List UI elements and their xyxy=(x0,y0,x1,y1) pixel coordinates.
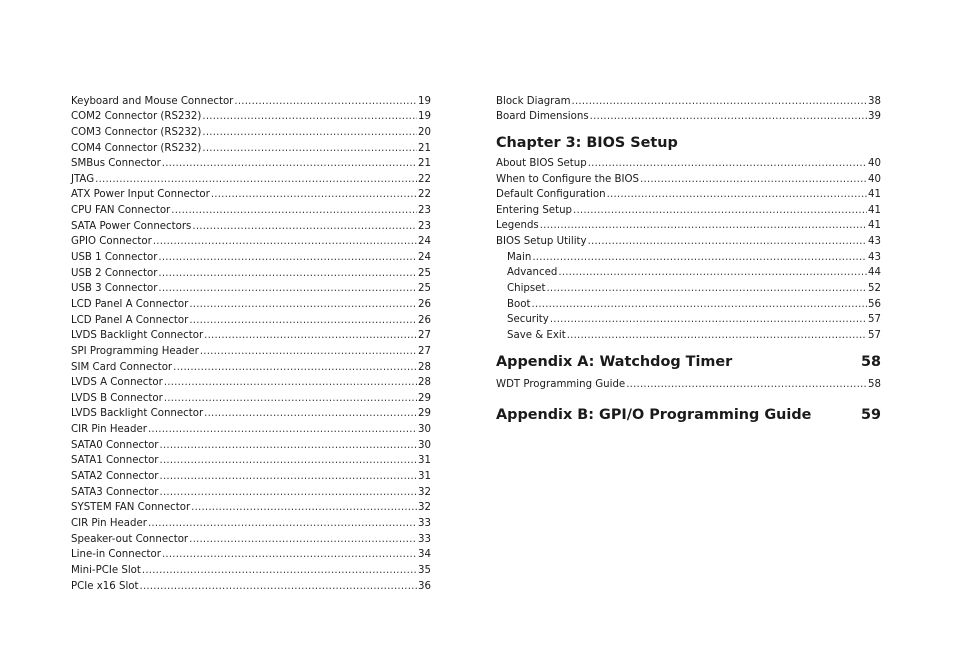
toc-entry[interactable] xyxy=(71,280,431,296)
toc-entry-title: Main xyxy=(507,251,532,263)
toc-entry-page: 22 xyxy=(418,189,431,201)
toc-entry[interactable] xyxy=(496,92,881,108)
toc-right-column xyxy=(496,92,881,424)
toc-entry-page: 40 xyxy=(868,173,881,185)
appendix-b-heading[interactable] xyxy=(496,406,881,424)
toc-entry[interactable] xyxy=(71,405,431,421)
toc-entry-page: 20 xyxy=(418,126,431,138)
toc-entry-title: SATA1 Connector xyxy=(71,455,159,467)
toc-entry-title: Block Diagram xyxy=(496,95,571,107)
toc-entry[interactable] xyxy=(496,295,881,311)
toc-entry-page: 41 xyxy=(868,189,881,201)
toc-entry-title: COM3 Connector (RS232) xyxy=(71,126,202,138)
toc-entry[interactable] xyxy=(71,186,431,202)
toc-entry-page: 36 xyxy=(418,580,431,592)
toc-entry[interactable] xyxy=(496,311,881,327)
toc-entry-page: 24 xyxy=(418,252,431,264)
dot-leader xyxy=(189,314,417,327)
toc-entry-title: COM2 Connector (RS232) xyxy=(71,111,202,123)
toc-entry-page: 34 xyxy=(418,549,431,561)
toc-entry[interactable] xyxy=(71,483,431,499)
toc-entry-page: 25 xyxy=(418,267,431,279)
dot-leader xyxy=(202,110,417,123)
toc-entry-title: USB 3 Connector xyxy=(71,283,158,295)
toc-entry-title: LVDS B Connector xyxy=(71,392,163,404)
toc-entry-title: Chipset xyxy=(507,283,546,295)
toc-entry-title: About BIOS Setup xyxy=(496,157,587,169)
toc-entry-page: 33 xyxy=(418,533,431,545)
toc-entry[interactable] xyxy=(71,420,431,436)
toc-entry-title: LCD Panel A Connector xyxy=(71,314,189,326)
dot-leader xyxy=(531,298,867,311)
toc-entry[interactable] xyxy=(71,264,431,280)
appendix-a-page: 58 xyxy=(860,353,881,370)
toc-entry-page: 32 xyxy=(418,486,431,498)
dot-leader xyxy=(204,329,417,342)
toc-entry[interactable] xyxy=(71,155,431,171)
toc-entry[interactable] xyxy=(71,217,431,233)
dot-leader xyxy=(189,298,417,311)
dot-leader xyxy=(234,95,417,108)
toc-entry-title: CIR Pin Header xyxy=(71,424,147,436)
toc-entry-title: USB 1 Connector xyxy=(71,252,158,264)
toc-entry[interactable] xyxy=(496,170,881,186)
dot-leader xyxy=(95,173,417,186)
toc-entry-title: CPU FAN Connector xyxy=(71,205,171,217)
toc-entry-title: LVDS A Connector xyxy=(71,377,163,389)
toc-entry[interactable] xyxy=(496,217,881,233)
toc-entry-page: 25 xyxy=(418,283,431,295)
toc-entry-title: Line-in Connector xyxy=(71,549,161,561)
toc-entry-page: 56 xyxy=(868,298,881,310)
toc-entry-title: Security xyxy=(507,314,549,326)
toc-entry[interactable] xyxy=(71,577,431,593)
toc-entry-title: WDT Programming Guide xyxy=(496,378,626,390)
dot-leader xyxy=(607,188,867,201)
dot-leader xyxy=(573,204,867,217)
appendix-b-page: 59 xyxy=(860,406,881,423)
dot-leader xyxy=(590,110,867,123)
toc-entry-title: LCD Panel A Connector xyxy=(71,298,189,310)
toc-entry-title: GPIO Connector xyxy=(71,236,152,248)
toc-entry-page: 23 xyxy=(418,205,431,217)
dot-leader xyxy=(158,267,417,280)
appendix-b-title: Appendix B: GPI/O Programming Guide xyxy=(496,406,812,423)
toc-entry-page: 21 xyxy=(418,158,431,170)
toc-entry[interactable] xyxy=(71,108,431,124)
toc-entry[interactable] xyxy=(71,374,431,390)
toc-entry-page: 57 xyxy=(868,314,881,326)
toc-entry-page: 38 xyxy=(868,95,881,107)
dot-leader xyxy=(148,423,417,436)
toc-entry-page: 30 xyxy=(418,439,431,451)
toc-entry-page: 21 xyxy=(418,142,431,154)
dot-leader xyxy=(640,173,867,186)
toc-entry[interactable] xyxy=(71,233,431,249)
toc-entry[interactable] xyxy=(71,467,431,483)
dot-leader xyxy=(160,454,418,467)
toc-entry-page: 33 xyxy=(418,517,431,529)
dot-leader xyxy=(202,126,417,139)
dot-leader xyxy=(162,157,417,170)
toc-entry-page: 57 xyxy=(868,329,881,341)
toc-entry-page: 27 xyxy=(418,345,431,357)
dot-leader xyxy=(211,188,417,201)
dot-leader xyxy=(626,378,867,391)
toc-entry[interactable] xyxy=(71,327,431,343)
toc-entry-title: Legends xyxy=(496,220,539,232)
dot-leader xyxy=(532,251,867,264)
toc-entry-page: 26 xyxy=(418,314,431,326)
dot-leader xyxy=(173,361,417,374)
toc-entry-page: 29 xyxy=(418,408,431,420)
toc-entry-page: 40 xyxy=(868,157,881,169)
toc-entry[interactable] xyxy=(71,170,431,186)
dot-leader xyxy=(153,235,417,248)
toc-entry-page: 19 xyxy=(418,111,431,123)
toc-entry-title: SIM Card Connector xyxy=(71,361,173,373)
toc-entry-page: 43 xyxy=(868,251,881,263)
toc-entry-page: 28 xyxy=(418,377,431,389)
toc-entry-title: SMBus Connector xyxy=(71,158,161,170)
toc-entry-title: Advanced xyxy=(507,267,558,279)
toc-entry[interactable] xyxy=(71,389,431,405)
dot-leader xyxy=(148,517,417,530)
toc-entry-page: 31 xyxy=(418,455,431,467)
dot-leader xyxy=(191,501,417,514)
toc-entry[interactable] xyxy=(71,514,431,530)
dot-leader xyxy=(550,313,867,326)
toc-entry[interactable] xyxy=(71,123,431,139)
toc-entry-page: 35 xyxy=(418,564,431,576)
chapter-3-entries xyxy=(496,154,881,342)
toc-entry-page: 43 xyxy=(868,236,881,248)
dot-leader xyxy=(567,329,867,342)
chapter-3-title: Chapter 3: BIOS Setup xyxy=(496,135,678,152)
dot-leader xyxy=(171,204,417,217)
toc-entry-title: SATA3 Connector xyxy=(71,486,159,498)
toc-entry[interactable] xyxy=(71,295,431,311)
toc-entry[interactable] xyxy=(496,248,881,264)
dot-leader xyxy=(189,533,417,546)
chapter-3-heading[interactable] xyxy=(496,134,881,152)
toc-entry[interactable] xyxy=(496,279,881,295)
toc-entry[interactable] xyxy=(71,499,431,515)
dot-leader xyxy=(158,282,417,295)
dot-leader xyxy=(142,564,417,577)
toc-entry-title: PCIe x16 Slot xyxy=(71,580,139,592)
dot-leader xyxy=(192,220,417,233)
appendix-a-heading[interactable] xyxy=(496,353,881,371)
toc-entry-page: 27 xyxy=(418,330,431,342)
dot-leader xyxy=(558,266,867,279)
toc-entry-title: SATA0 Connector xyxy=(71,439,159,451)
toc-entry-page: 44 xyxy=(868,267,881,279)
toc-entry-title: ATX Power Input Connector xyxy=(71,189,210,201)
toc-entry-title: CIR Pin Header xyxy=(71,517,147,529)
dot-leader xyxy=(160,470,418,483)
toc-entry[interactable] xyxy=(496,264,881,280)
dot-leader xyxy=(204,407,417,420)
toc-entry[interactable] xyxy=(71,452,431,468)
toc-entry[interactable] xyxy=(496,108,881,124)
toc-entry-page: 39 xyxy=(868,111,881,123)
appendix-a-title: Appendix A: Watchdog Timer xyxy=(496,353,733,370)
toc-entry-title: LVDS Backlight Connector xyxy=(71,330,204,342)
toc-entry-page: 29 xyxy=(418,392,431,404)
toc-entry-title: Boot xyxy=(507,298,531,310)
toc-entry[interactable] xyxy=(496,232,881,248)
toc-entry-title: Save & Exit xyxy=(507,329,566,341)
dot-leader xyxy=(160,439,418,452)
toc-entry-title: SATA2 Connector xyxy=(71,471,159,483)
toc-entry-title: BIOS Setup Utility xyxy=(496,236,587,248)
toc-entry[interactable] xyxy=(71,311,431,327)
toc-entry-page: 32 xyxy=(418,502,431,514)
dot-leader xyxy=(540,219,867,232)
toc-entry-page: 41 xyxy=(868,204,881,216)
toc-entry[interactable] xyxy=(71,358,431,374)
toc-entry-title: LVDS Backlight Connector xyxy=(71,408,204,420)
dot-leader xyxy=(202,142,417,155)
toc-entry-title: Board Dimensions xyxy=(496,111,589,123)
toc-entry[interactable] xyxy=(71,561,431,577)
toc-entry-page: 30 xyxy=(418,424,431,436)
toc-entry[interactable] xyxy=(71,546,431,562)
toc-section-hardware-continued xyxy=(496,92,881,123)
toc-entry[interactable] xyxy=(71,436,431,452)
toc-entry-page: 52 xyxy=(868,283,881,295)
toc-entry-title: When to Configure the BIOS xyxy=(496,173,640,185)
appendix-a-entries xyxy=(496,375,881,391)
dot-leader xyxy=(162,548,417,561)
dot-leader xyxy=(164,392,417,405)
toc-entry[interactable] xyxy=(496,326,881,342)
toc-entry-page: 24 xyxy=(418,236,431,248)
toc-entry-title: SYSTEM FAN Connector xyxy=(71,502,191,514)
toc-entry-page: 31 xyxy=(418,471,431,483)
dot-leader xyxy=(572,95,868,108)
toc-entry[interactable] xyxy=(496,154,881,170)
toc-entry[interactable] xyxy=(71,342,431,358)
dot-leader xyxy=(160,486,418,499)
toc-entry-page: 41 xyxy=(868,220,881,232)
toc-entry-title: COM4 Connector (RS232) xyxy=(71,142,202,154)
toc-entry-page: 19 xyxy=(418,95,431,107)
toc-entry[interactable] xyxy=(71,92,431,108)
toc-entry[interactable] xyxy=(496,375,881,391)
toc-entry-title: SATA Power Connectors xyxy=(71,220,192,232)
toc-entry[interactable] xyxy=(71,139,431,155)
toc-entry[interactable] xyxy=(71,201,431,217)
toc-entry-title: SPI Programming Header xyxy=(71,345,199,357)
dot-leader xyxy=(200,345,417,358)
toc-entry-title: Speaker-out Connector xyxy=(71,533,189,545)
toc-left-column xyxy=(71,92,431,593)
toc-entry-title: Default Configuration xyxy=(496,189,606,201)
dot-leader xyxy=(588,157,867,170)
toc-entry-page: 23 xyxy=(418,220,431,232)
toc-entry[interactable] xyxy=(71,248,431,264)
toc-entry[interactable] xyxy=(496,201,881,217)
dot-leader xyxy=(588,235,867,248)
dot-leader xyxy=(546,282,867,295)
toc-entry[interactable] xyxy=(71,530,431,546)
toc-entry-page: 22 xyxy=(418,173,431,185)
toc-entry-title: Keyboard and Mouse Connector xyxy=(71,95,234,107)
toc-entry-title: Entering Setup xyxy=(496,204,572,216)
toc-entry-title: USB 2 Connector xyxy=(71,267,158,279)
toc-entry-title: Mini-PCIe Slot xyxy=(71,564,141,576)
dot-leader xyxy=(164,376,417,389)
toc-entry-page: 26 xyxy=(418,298,431,310)
toc-entry-title: JTAG xyxy=(71,173,95,185)
dot-leader xyxy=(140,580,418,593)
toc-entry-page: 58 xyxy=(868,378,881,390)
dot-leader xyxy=(158,251,417,264)
toc-entry[interactable] xyxy=(496,186,881,202)
toc-entry-page: 28 xyxy=(418,361,431,373)
